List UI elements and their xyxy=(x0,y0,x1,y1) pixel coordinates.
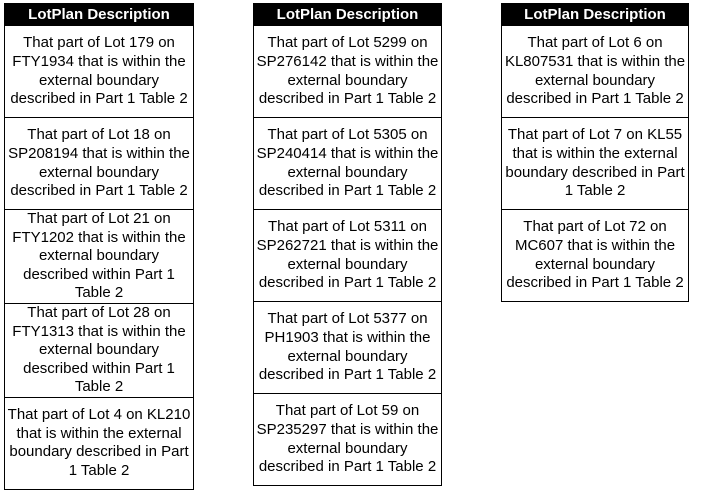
table-cell: That part of Lot 5305 on SP240414 that is within the external boundary described in Part 1 Table 2 xyxy=(254,118,442,210)
lotplan-table-2 xyxy=(253,3,442,486)
lotplan-table-1 xyxy=(4,3,194,490)
table-cell: That part of Lot 7 on KL55 that is within the external boundary described in Part 1 Table 2 xyxy=(502,118,689,210)
table-cell: That part of Lot 18 on SP208194 that is within the external boundary described in Part 1 Table 2 xyxy=(5,118,194,210)
table-cell: That part of Lot 179 on FTY1934 that is within the external boundary described in Part 1 Table 2 xyxy=(5,26,194,118)
table-cell: That part of Lot 28 on FTY1313 that is within the external boundary described within Part 1 Table 2 xyxy=(5,303,194,397)
lotplan-table-3 xyxy=(501,3,689,302)
table-header: LotPlan Description xyxy=(254,4,442,26)
table-cell: That part of Lot 5311 on SP262721 that is within the external boundary described in Part 1 Table 2 xyxy=(254,210,442,302)
table-cell: That part of Lot 5377 on PH1903 that is within the external boundary described in Part 1 Table 2 xyxy=(254,302,442,394)
table-cell: That part of Lot 4 on KL210 that is within the external boundary described in Part 1 Table 2 xyxy=(5,397,194,489)
table-cell: That part of Lot 72 on MC607 that is within the external boundary described in Part 1 Table 2 xyxy=(502,210,689,302)
table-cell: That part of Lot 59 on SP235297 that is within the external boundary described in Part 1 Table 2 xyxy=(254,394,442,486)
table-cell: That part of Lot 6 on KL807531 that is within the external boundary described in Part 1 Table 2 xyxy=(502,26,689,118)
table-header: LotPlan Description xyxy=(502,4,689,26)
table-cell: That part of Lot 21 on FTY1202 that is within the external boundary described within Part 1 Table 2 xyxy=(5,210,194,304)
table-cell: That part of Lot 5299 on SP276142 that is within the external boundary described in Part 1 Table 2 xyxy=(254,26,442,118)
table-header: LotPlan Description xyxy=(5,4,194,26)
